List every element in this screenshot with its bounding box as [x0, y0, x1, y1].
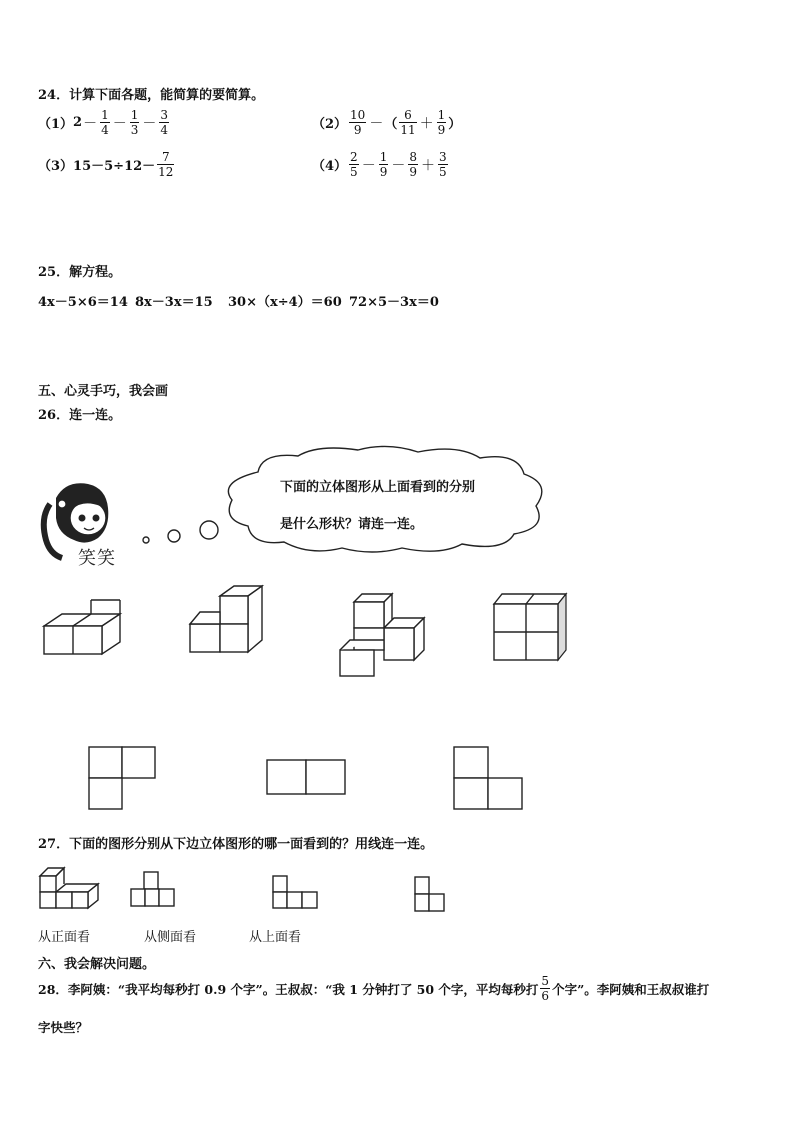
q28-text-a: 28．李阿姨：“我平均每秒打 0.9 个字”。王叔叔：“我 1 分钟打了 50 个字，平均每秒打 — [38, 981, 539, 997]
operator: ＋ — [419, 115, 434, 132]
q27-view-shape-2 — [272, 874, 322, 910]
equation-2: 8x－3x＝15 — [135, 295, 213, 310]
q24-problem-4 — [312, 150, 450, 179]
solid-figure-1 — [44, 600, 124, 656]
number: 2 — [73, 115, 83, 130]
problem-label: （2） — [312, 117, 348, 132]
fraction: $\frac{8}{9}$ — [409, 150, 417, 179]
fraction: $\frac{10}{9}$ — [350, 108, 366, 137]
fraction: $\frac{1}{4}$ — [101, 108, 109, 137]
expression: 15－5÷12－ — [73, 159, 156, 174]
fraction: $\frac{2}{5}$ — [350, 150, 358, 179]
q28-line-2: 字快些？ — [38, 1020, 89, 1035]
view-label-top: 从上面看 — [249, 930, 302, 945]
section-6-title: 六、我会解决问题。 — [38, 957, 156, 972]
thought-cloud — [218, 444, 558, 554]
operator: ＋ — [420, 157, 435, 174]
problem-label: （4） — [312, 159, 348, 174]
solid-figure-2 — [188, 582, 264, 654]
operator: － — [391, 157, 406, 174]
bubble-text-line-2: 是什么形状？请连一连。 — [280, 517, 424, 532]
q24-problem-3 — [38, 150, 176, 179]
character-name: 笑笑 — [78, 548, 116, 569]
operator: － — [112, 115, 127, 132]
fraction: $\frac{6}{11}$ — [400, 108, 416, 137]
operator: － — [369, 115, 384, 132]
bubble-text-line-1: 下面的立体图形从上面看到的分别 — [280, 480, 476, 495]
solid-figure-4 — [492, 592, 572, 664]
top-view-option-3 — [453, 746, 525, 812]
q27-title: 27．下面的图形分别从下边立体图形的哪一面看到的？用线连一连。 — [38, 837, 434, 852]
q28-text-b: 个字”。李阿姨和王叔叔谁打 — [552, 981, 710, 997]
q24-problem-2 — [312, 108, 461, 137]
q25-title: 25．解方程。 — [38, 265, 122, 280]
fraction: $\frac{1}{3}$ — [130, 108, 139, 137]
q27-view-shape-3 — [414, 874, 448, 914]
equation-4: 72×5－3x＝0 — [349, 295, 439, 310]
equation-3: 30×（x÷4）＝60 — [228, 295, 342, 310]
q24-problem-1 — [38, 108, 171, 137]
paren: （ — [384, 117, 398, 132]
fraction: $\frac{1}{9}$ — [437, 108, 446, 137]
operator: － — [83, 115, 98, 132]
q27-view-shape-1 — [130, 870, 178, 908]
solid-figure-3 — [338, 592, 430, 678]
section-5-title: 五、心灵手巧，我会画 — [38, 384, 169, 399]
view-label-front: 从正面看 — [38, 930, 91, 945]
fraction: $\frac{3}{4}$ — [160, 108, 169, 137]
top-view-option-2 — [266, 759, 348, 797]
view-label-side: 从侧面看 — [144, 930, 197, 945]
q28-line-1 — [38, 974, 709, 1003]
fraction: $\frac{1}{9}$ — [379, 150, 388, 179]
thought-dots — [138, 518, 218, 546]
paren: ） — [448, 117, 462, 132]
q27-solid-figure — [38, 866, 102, 912]
problem-label: （3） — [38, 159, 74, 174]
fraction: $\frac{5}{6}$ — [541, 974, 550, 1003]
q26-title: 26．连一连。 — [38, 408, 122, 423]
equation-1: 4x－5×6＝14 — [38, 295, 128, 310]
problem-label: （1） — [38, 117, 74, 132]
fraction: $\frac{7}{12}$ — [158, 150, 174, 179]
operator: － — [361, 157, 376, 174]
fraction: $\frac{3}{5}$ — [438, 150, 447, 179]
top-view-option-1 — [88, 746, 158, 812]
operator: － — [142, 115, 157, 132]
q24-title: 24．计算下面各题，能简算的要简算。 — [38, 88, 265, 103]
